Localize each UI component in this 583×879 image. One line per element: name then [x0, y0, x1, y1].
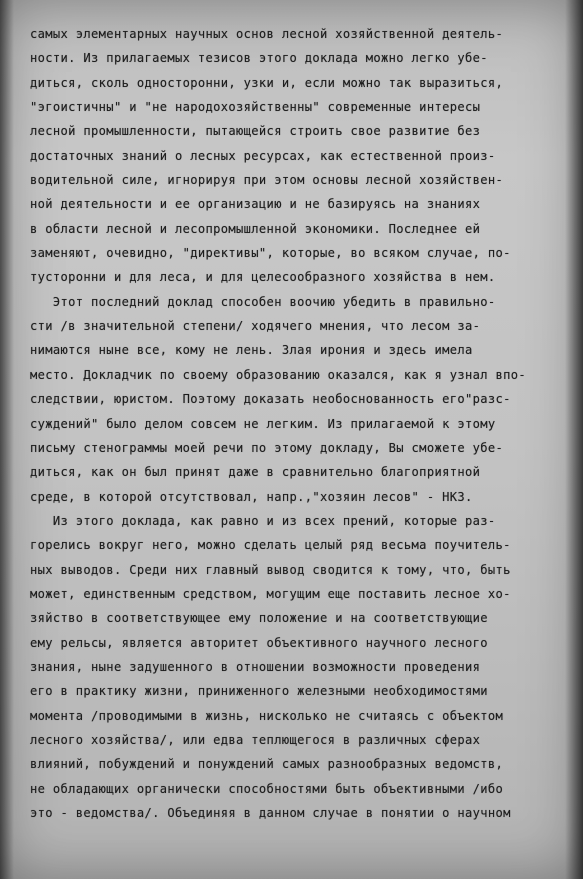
text-line: влияний, побуждений и понуждений самых разнообразных ведомств, — [30, 757, 504, 772]
text-line: лесного хозяйства/, или едва теплющегося в различных сферах — [30, 732, 481, 747]
text-line: в области лесной и лесопромышленной экономики. Последнее ей — [30, 221, 481, 236]
text-line: Из этого доклада, как равно и из всех прений, которые раз- — [30, 513, 496, 528]
text-line: следствии, юристом. Поэтому доказать необоснованность его"разс- — [30, 392, 511, 407]
text-line: место. Докладчик по своему образованию оказался, как я узнал впо- — [30, 367, 527, 382]
text-line: самых элементарных научных основ лесной хозяйственной деятель- — [30, 27, 504, 41]
text-line: суждений" было делом совсем не легким. Из прилагаемой к этому — [30, 416, 496, 431]
text-line: диться, как он был принят даже в сравнительно благоприятной — [30, 465, 481, 480]
text-line: ной деятельности и ее организацию и не базируясь на знаниях — [30, 197, 481, 212]
text-line: зяйство в соответствующее ему положение и на соответствующие — [30, 611, 488, 626]
text-line: заменяют, очевидно, "директивы", которые, во всяком случае, по- — [30, 246, 511, 261]
text-line: Этот последний доклад способен воочию убедить в правильно- — [30, 294, 496, 309]
text-line: лесной промышленности, пытающейся строить свое развитие без — [30, 124, 481, 139]
typewritten-text — [30, 22, 560, 825]
text-line: ему рельсы, является авторитет объективного научного лесного — [30, 635, 488, 650]
text-line: может, единственным средством, могущим еще поставить лесное хо- — [30, 586, 511, 601]
text-line: достаточных знаний о лесных ресурсах, как естественной произ- — [30, 148, 496, 163]
text-line: это - ведомства/. Объединяя в данном случае в понятии о научном — [30, 806, 511, 820]
text-line: его в практику жизни, приниженного железными необходимостями — [30, 684, 488, 699]
text-line: тусторонни и для леса, и для целесообразного хозяйства в нем. — [30, 270, 496, 285]
text-line: не обладающих органически способностями быть объективными /ибо — [30, 781, 504, 796]
text-line: нимаются ныне все, кому не лень. Злая ирония и здесь имела — [30, 343, 473, 358]
text-line: горелись вокруг него, можно сделать целый ряд весьма поучитель- — [30, 538, 511, 553]
text-line: ности. Из прилагаемых тезисов этого доклада можно легко убе- — [30, 51, 488, 66]
text-line: момента /проводимыми в жизнь, нисколько не считаясь с объектом — [30, 708, 504, 723]
text-line: письму стенограммы моей речи по этому докладу, Вы сможете убе- — [30, 440, 504, 455]
text-line: "эгоистичны" и "не народохозяйственны" современные интересы — [30, 100, 481, 115]
text-line: среде, в которой отсутствовал, напр.,"хозяин лесов" - НКЗ. — [30, 489, 473, 504]
text-line: знания, ныне задушенного в отношении возможности проведения — [30, 659, 481, 674]
text-line: диться, сколь односторонни, узки и, если можно так выразиться, — [30, 75, 504, 90]
text-line: ных выводов. Среди них главный вывод сводится к тому, что, быть — [30, 562, 511, 577]
text-line: сти /в значительной степени/ ходячего мнения, что лесом за- — [30, 319, 481, 334]
text-line: водительной силе, игнорируя при этом основы лесной хозяйствен- — [30, 173, 504, 188]
